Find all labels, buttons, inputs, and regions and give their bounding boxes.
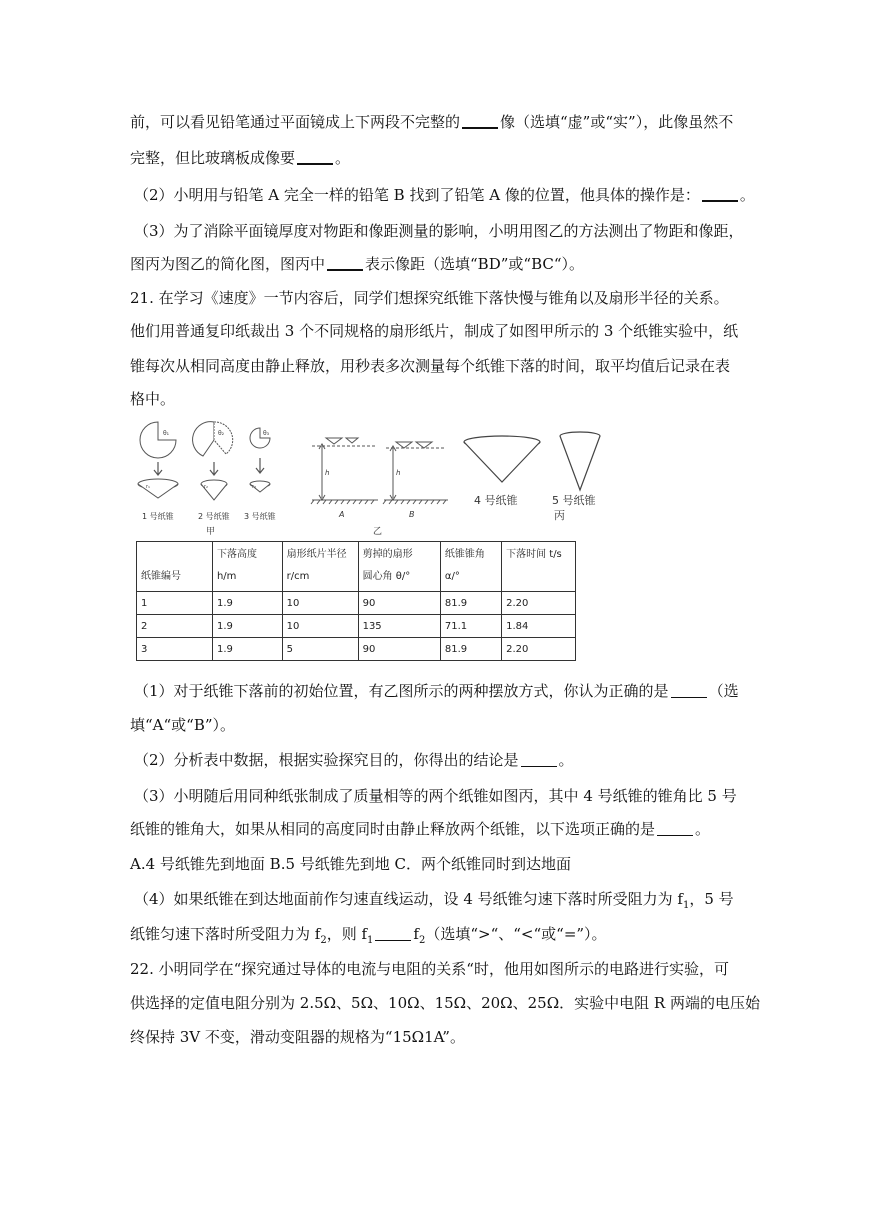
fold-arrows (154, 458, 264, 475)
figure-svg (128, 418, 618, 540)
table-cell: 90 (358, 638, 440, 661)
answer-blank[interactable] (657, 821, 693, 836)
table-cell: 5 (282, 638, 358, 661)
table-header-cell: 剪掉的扇形 圆心角 θ/° (358, 542, 440, 592)
setup-a-label: A (339, 510, 345, 519)
q21-line-3: 锥每次从相同高度由静止释放，用秒表多次测量每个纸锥下落的时间，取平均值后记录在表 (130, 357, 731, 375)
cone-5-label: 5 号纸锥 (552, 494, 596, 507)
theta-3-label: θ₃ (263, 430, 270, 437)
answer-blank[interactable] (521, 752, 557, 767)
table-row (137, 615, 576, 638)
table-cell: 2.20 (502, 638, 576, 661)
table-header-cell: 纸锥锥角 α/° (440, 542, 501, 592)
cone-2-label: 2 号纸锥 (198, 512, 230, 521)
table-cell: 10 (282, 615, 358, 638)
table-cell: 10 (282, 592, 358, 615)
q21-part-2: （2）分析表中数据，根据实验探究目的，你得出的结论是 。 (134, 751, 574, 769)
table-cell: 1.9 (212, 592, 282, 615)
setup-yi (311, 438, 448, 504)
data-table (136, 541, 576, 661)
intro-line-1: 前，可以看见铅笔通过平面镜成上下两段不完整的 像（选填“虚”或“实”），此像虽然不 (130, 113, 734, 131)
table-cell: 71.1 (440, 615, 501, 638)
q21-part-1-line-2: 填“A“或“B”）。 (130, 716, 236, 734)
table-cell: 1 (137, 592, 213, 615)
q21-part-4-line-1: （4）如果纸锥在到达地面前作匀速直线运动，设 4 号纸锥匀速下落时所受阻力为 $f_1$，5 号 (134, 890, 734, 911)
q20-part-3-line-2: 图丙为图乙的简化图，图丙中 表示像距（选填“BD”或“BC“）。 (130, 255, 585, 273)
answer-blank[interactable] (462, 113, 498, 129)
table-cell: 1.84 (502, 615, 576, 638)
q21-part-4-line-2: 纸锥匀速下落时所受阻力为 $f_2$，则 $f_1$ $f_2$（选填“>“、“<“或“=”）。 (130, 925, 607, 946)
table-header-cell: 纸锥编号 (137, 542, 213, 592)
sector-3 (250, 428, 270, 448)
cone-3-label: 3 号纸锥 (244, 512, 276, 521)
cone-1-label: 1 号纸锥 (142, 512, 174, 521)
table-cell: 1.9 (212, 615, 282, 638)
q21-part-3-line-1: （3）小明随后用同种纸张制成了质量相等的两个纸锥如图丙，其中 4 号纸锥的锥角比 5 号 (134, 787, 737, 805)
figure-bing-label: 丙 (554, 509, 565, 522)
q21-line-2: 他们用普通复印纸裁出 3 个不同规格的扇形纸片，制成了如图甲所示的 3 个纸锥实验中，纸 (130, 322, 739, 340)
answer-blank[interactable] (375, 926, 411, 941)
table-cell: 1.9 (212, 638, 282, 661)
answer-blank[interactable] (327, 255, 363, 271)
cone-4-label: 4 号纸锥 (474, 494, 518, 507)
q20-part-3-line-1: （3）为了消除平面镜厚度对物距和像距测量的影响，小明用图乙的方法测出了物距和像距， (134, 222, 744, 240)
experiment-figure (128, 418, 618, 540)
setup-b-label: B (409, 510, 415, 519)
theta-1-label: θ₁ (163, 430, 170, 437)
table-cell: 2.20 (502, 592, 576, 615)
cones-bing (464, 432, 600, 490)
answer-blank[interactable] (671, 683, 707, 698)
table-header-row (137, 542, 576, 592)
q21-part-3-line-2: 纸锥的锥角大，如果从相同的高度同时由静止释放两个纸锥，以下选项正确的是 。 (130, 820, 711, 838)
table-header-cell: 下落高度 h/m (212, 542, 282, 592)
answer-blank[interactable] (702, 186, 738, 202)
r3-label: r₃ (252, 484, 257, 490)
q21-part-3-options: A.4 号纸锥先到地面 B.5 号纸锥先到地 C．两个纸锥同时到达地面 (130, 855, 572, 873)
q21-part-1-line-1: （1）对于纸锥下落前的初始位置，有乙图所示的两种摆放方式，你认为正确的是 （选 (134, 682, 739, 700)
h-label-a: h (325, 469, 330, 477)
sector-2 (193, 422, 233, 456)
q21-line-4: 格中。 (130, 390, 176, 408)
table-cell: 135 (358, 615, 440, 638)
theta-2-label: θ₂ (218, 430, 225, 437)
q20-part-2: （2）小明用与铅笔 A 完全一样的铅笔 B 找到了铅笔 A 像的位置，他具体的操作是： 。 (134, 186, 755, 204)
table-cell: 2 (137, 615, 213, 638)
answer-blank[interactable] (297, 149, 333, 165)
table-header-cell: 下落时间 t/s (502, 542, 576, 592)
table-cell: 81.9 (440, 592, 501, 615)
table-cell: 81.9 (440, 638, 501, 661)
q22-line-2: 供选择的定值电阻分别为 2.5Ω、5Ω、10Ω、15Ω、20Ω、25Ω．实验中电阻 R 两端的电压始 (130, 994, 760, 1012)
q22-line-1: 22. 小明同学在“探究通过导体的电流与电阻的关系“时，他用如图所示的电路进行实验，可 (130, 960, 729, 978)
intro-line-2: 完整，但比玻璃板成像要 。 (130, 149, 351, 167)
figure-yi-label: 乙 (373, 527, 383, 537)
table-header-cell: 扇形纸片半径 r/cm (282, 542, 358, 592)
table-cell: 90 (358, 592, 440, 615)
h-label-b: h (396, 469, 401, 477)
table-cell: 3 (137, 638, 213, 661)
r2-label: r₂ (204, 484, 209, 490)
r1-label: r₁ (146, 484, 151, 490)
table-row (137, 592, 576, 615)
sector-1 (140, 422, 176, 458)
figure-jia-label: 甲 (206, 527, 216, 537)
table-row (137, 638, 576, 661)
q21-line-1: 21. 在学习《速度》一节内容后，同学们想探究纸锥下落快慢与锥角以及扇形半径的关系。 (130, 289, 729, 307)
q22-line-3: 终保持 3V 不变，滑动变阻器的规格为“15Ω1A”。 (130, 1028, 465, 1046)
